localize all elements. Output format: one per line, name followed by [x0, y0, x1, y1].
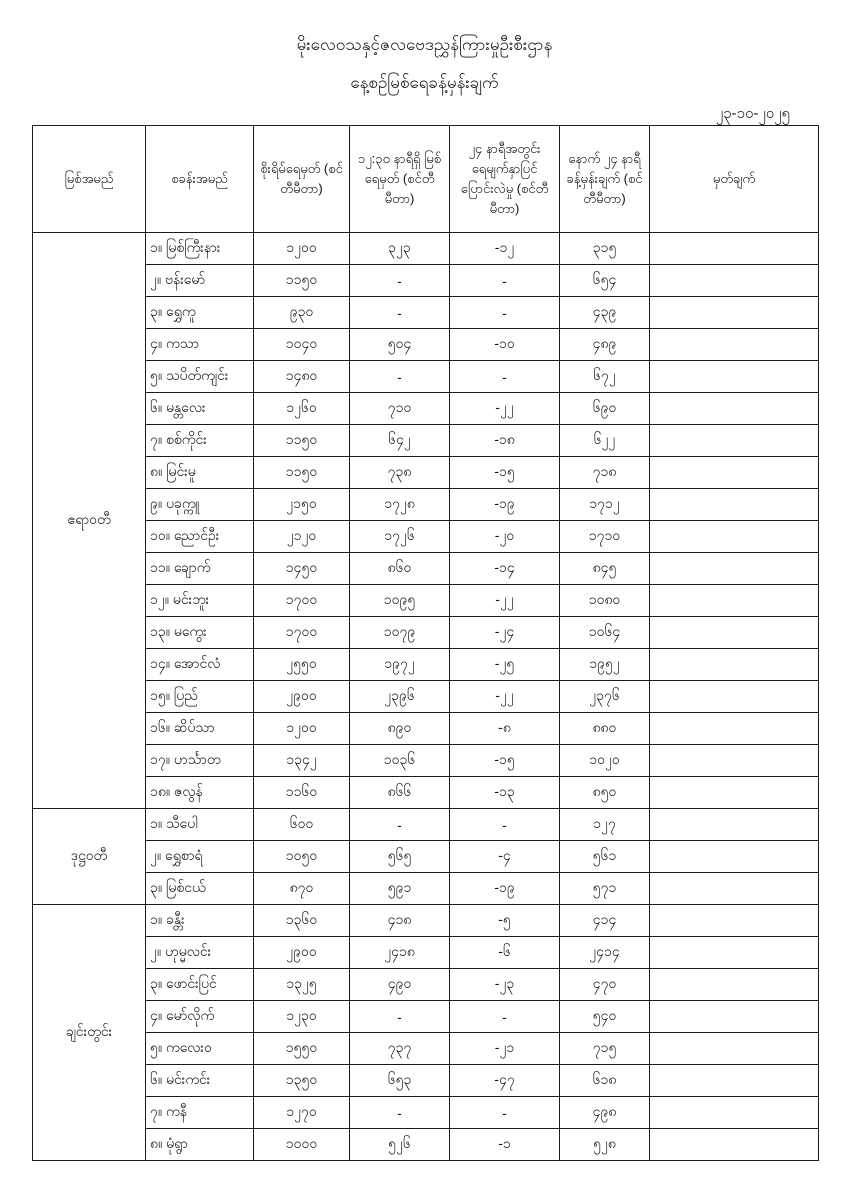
station-name-cell: ၇။ ကနီ — [146, 1097, 254, 1129]
forecast-24h-cell: ၄၉၈ — [560, 1097, 650, 1129]
remark-cell — [650, 969, 819, 1001]
table-row — [33, 937, 819, 969]
remark-cell — [650, 553, 819, 585]
table-row — [33, 521, 819, 553]
station-name-cell: ၁၃။ မကွေး — [146, 617, 254, 649]
forecast-24h-cell: ၁၀၈၀ — [560, 585, 650, 617]
current-level-cell: ၁၉၇၂ — [350, 649, 450, 681]
table-row — [33, 809, 819, 841]
remark-cell — [650, 649, 819, 681]
forecast-24h-cell: ၆၁၈ — [560, 1065, 650, 1097]
current-level-cell: ၅၂၆ — [350, 1129, 450, 1161]
station-name-cell: ၃။ ရွှေကူ — [146, 297, 254, 329]
remark-cell — [650, 681, 819, 713]
change-24h-cell: -၂၄ — [450, 617, 560, 649]
danger-level-cell: ၁၀၀၀ — [254, 1129, 350, 1161]
danger-level-cell: ၁၂၀၀ — [254, 233, 350, 265]
table-row — [33, 1033, 819, 1065]
header-24h-change: ၂၄ နာရီအတွင်း ရေမျက်နှာပြင် ပြောင်းလဲမှု (စင်တီမီတာ) — [450, 126, 560, 233]
danger-level-cell: ၂၉၀၀ — [254, 681, 350, 713]
change-24h-cell: -၁၅ — [450, 457, 560, 489]
current-level-cell: ၂၄၁၈ — [350, 937, 450, 969]
change-24h-cell: -၂၀ — [450, 521, 560, 553]
forecast-24h-cell: ၁၀၆၄ — [560, 617, 650, 649]
table-row — [33, 841, 819, 873]
change-24h-cell: -၂၃ — [450, 969, 560, 1001]
danger-level-cell: ၁၃၂၅ — [254, 969, 350, 1001]
change-24h-cell: -၄ — [450, 841, 560, 873]
danger-level-cell: ၁၃၅၀ — [254, 1065, 350, 1097]
danger-level-cell: ၁၅၅၀ — [254, 1033, 350, 1065]
forecast-24h-cell: ၈၄၅ — [560, 553, 650, 585]
change-24h-cell: -၁၀ — [450, 329, 560, 361]
station-name-cell: ၄။ ကသာ — [146, 329, 254, 361]
remark-cell — [650, 809, 819, 841]
station-name-cell: ၈။ မြင်းမူ — [146, 457, 254, 489]
current-level-cell: ၈၆၆ — [350, 777, 450, 809]
forecast-24h-cell: ၄၁၄ — [560, 905, 650, 937]
department-title: မိုးလေဝသနှင့်ဇလဗေဒညွှန်ကြားမှုဦးစီးဌာန — [296, 35, 553, 54]
forecast-24h-cell: ၈၈၀ — [560, 713, 650, 745]
report-date: ၂၃-၁၀-၂၀၂၅ — [715, 105, 790, 122]
table-row — [33, 1129, 819, 1161]
remark-cell — [650, 265, 819, 297]
forecast-24h-cell: ၅၂၈ — [560, 1129, 650, 1161]
table-row — [33, 777, 819, 809]
table-row — [33, 681, 819, 713]
change-24h-cell: -၂၅ — [450, 649, 560, 681]
forecast-24h-cell: ၁၉၅၂ — [560, 649, 650, 681]
danger-level-cell: ၂၁၂၀ — [254, 521, 350, 553]
station-name-cell: ၄။ မော်လိုက် — [146, 1001, 254, 1033]
header-river-name: မြစ်အမည် — [33, 126, 146, 233]
remark-cell — [650, 297, 819, 329]
table-row — [33, 233, 819, 265]
forecast-24h-cell: ၆၅၄ — [560, 265, 650, 297]
danger-level-cell: ၁၂၀၀ — [254, 713, 350, 745]
current-level-cell: ၁၇၂၆ — [350, 521, 450, 553]
danger-level-cell: ၉၃၀ — [254, 297, 350, 329]
forecast-24h-cell: ၈၅၀ — [560, 777, 650, 809]
current-level-cell: ၄၁၈ — [350, 905, 450, 937]
table-row — [33, 297, 819, 329]
change-24h-cell: -၁၄ — [450, 553, 560, 585]
change-24h-cell: - — [450, 1097, 560, 1129]
table-row — [33, 617, 819, 649]
table-row — [33, 265, 819, 297]
remark-cell — [650, 489, 819, 521]
forecast-24h-cell: ၅၄၀ — [560, 1001, 650, 1033]
current-level-cell: ၆၄၂ — [350, 425, 450, 457]
station-name-cell: ၂။ ဟုမ္မလင်း — [146, 937, 254, 969]
danger-level-cell: ၁၂၃၀ — [254, 1001, 350, 1033]
danger-level-cell: ၁၁၅၀ — [254, 425, 350, 457]
remark-cell — [650, 745, 819, 777]
remark-cell — [650, 1001, 819, 1033]
current-level-cell: ၄၉၀ — [350, 969, 450, 1001]
current-level-cell: - — [350, 265, 450, 297]
change-24h-cell: -၁ — [450, 1129, 560, 1161]
remark-cell — [650, 457, 819, 489]
change-24h-cell: -၁၉ — [450, 489, 560, 521]
change-24h-cell: -၁၅ — [450, 745, 560, 777]
forecast-24h-cell: ၆၇၂ — [560, 361, 650, 393]
table-row — [33, 553, 819, 585]
remark-cell — [650, 521, 819, 553]
change-24h-cell: -၁၉ — [450, 873, 560, 905]
header-current-level: ၁၂:၃၀ နာရီရှိ မြစ်ရေမှတ် (စင်တီမီတာ) — [350, 126, 450, 233]
forecast-24h-cell: ၂၃၇၆ — [560, 681, 650, 713]
remark-cell — [650, 1129, 819, 1161]
river-forecast-table — [32, 125, 819, 1161]
station-name-cell: ၇။ စစ်ကိုင်း — [146, 425, 254, 457]
table-row — [33, 649, 819, 681]
remark-cell — [650, 841, 819, 873]
remark-cell — [650, 425, 819, 457]
header-remarks: မှတ်ချက် — [650, 126, 819, 233]
table-row — [33, 393, 819, 425]
danger-level-cell: ၁၇၀၀ — [254, 617, 350, 649]
current-level-cell: ၃၂၃ — [350, 233, 450, 265]
forecast-24h-cell: ၆၂၂ — [560, 425, 650, 457]
remark-cell — [650, 361, 819, 393]
station-name-cell: ၃။ ဖောင်းပြင် — [146, 969, 254, 1001]
station-name-cell: ၁၂။ မင်းဘူး — [146, 585, 254, 617]
remark-cell — [650, 329, 819, 361]
table-row — [33, 969, 819, 1001]
current-level-cell: ၁၀၃၆ — [350, 745, 450, 777]
forecast-24h-cell: ၇၁၅ — [560, 1033, 650, 1065]
table-row — [33, 1097, 819, 1129]
danger-level-cell: ၁၂၇၀ — [254, 1097, 350, 1129]
river-name-cell: ဧရာဝတီ — [33, 233, 146, 809]
table-row — [33, 1001, 819, 1033]
forecast-24h-cell: ၄၇၀ — [560, 969, 650, 1001]
station-name-cell: ၁။ ခန္တီး — [146, 905, 254, 937]
forecast-24h-cell: ၁၀၂၀ — [560, 745, 650, 777]
station-name-cell: ၁၅။ ပြည် — [146, 681, 254, 713]
table-header-row — [33, 126, 819, 233]
forecast-24h-cell: ၄၈၉ — [560, 329, 650, 361]
current-level-cell: ၆၅၃ — [350, 1065, 450, 1097]
danger-level-cell: ၁၇၀၀ — [254, 585, 350, 617]
remark-cell — [650, 713, 819, 745]
current-level-cell: ၈၆၀ — [350, 553, 450, 585]
change-24h-cell: -၅ — [450, 905, 560, 937]
danger-level-cell: ၁၂၆၀ — [254, 393, 350, 425]
forecast-24h-cell: ၅၆၁ — [560, 841, 650, 873]
remark-cell — [650, 905, 819, 937]
change-24h-cell: - — [450, 1001, 560, 1033]
forecast-24h-cell: ၂၄၁၄ — [560, 937, 650, 969]
forecast-24h-cell: ၆၉၀ — [560, 393, 650, 425]
current-level-cell: ၁၀၇၉ — [350, 617, 450, 649]
table-row — [33, 489, 819, 521]
remark-cell — [650, 873, 819, 905]
remark-cell — [650, 393, 819, 425]
forecast-24h-cell: ၇၁၈ — [560, 457, 650, 489]
danger-level-cell: ၁၃၄၂ — [254, 745, 350, 777]
danger-level-cell: ၁၄၈၀ — [254, 361, 350, 393]
change-24h-cell: -၂၂ — [450, 681, 560, 713]
station-name-cell: ၁၀။ ညောင်ဦး — [146, 521, 254, 553]
table-row — [33, 745, 819, 777]
station-name-cell: ၃။ မြစ်ငယ် — [146, 873, 254, 905]
current-level-cell: ၇၁၀ — [350, 393, 450, 425]
change-24h-cell: -၈ — [450, 713, 560, 745]
current-level-cell: ၅၆၅ — [350, 841, 450, 873]
danger-level-cell: ၂၅၅၀ — [254, 649, 350, 681]
station-name-cell: ၂။ ရွှေစာရံ — [146, 841, 254, 873]
change-24h-cell: -၁၂ — [450, 233, 560, 265]
current-level-cell: ၂၃၉၆ — [350, 681, 450, 713]
forecast-24h-cell: ၃၁၅ — [560, 233, 650, 265]
table-row — [33, 457, 819, 489]
station-name-cell: ၁၄။ အောင်လံ — [146, 649, 254, 681]
change-24h-cell: - — [450, 809, 560, 841]
remark-cell — [650, 1033, 819, 1065]
table-row — [33, 1065, 819, 1097]
remark-cell — [650, 777, 819, 809]
change-24h-cell: -၂၂ — [450, 585, 560, 617]
change-24h-cell: - — [450, 297, 560, 329]
danger-level-cell: ၁၁၆၀ — [254, 777, 350, 809]
table-row — [33, 585, 819, 617]
current-level-cell: ၁၇၂၈ — [350, 489, 450, 521]
remark-cell — [650, 1097, 819, 1129]
change-24h-cell: -၁၈ — [450, 425, 560, 457]
current-level-cell: - — [350, 361, 450, 393]
change-24h-cell: -၆ — [450, 937, 560, 969]
danger-level-cell: ၈၇၀ — [254, 873, 350, 905]
station-name-cell: ၁၆။ ဆိပ်သာ — [146, 713, 254, 745]
forecast-24h-cell: ၁၇၁၂ — [560, 489, 650, 521]
header-24h-forecast: နောက် ၂၄ နာရီ ခန့်မှန်းချက် (စင်တီမီတာ) — [560, 126, 650, 233]
current-level-cell: ၈၉၀ — [350, 713, 450, 745]
change-24h-cell: - — [450, 361, 560, 393]
current-level-cell: ၁၀၉၅ — [350, 585, 450, 617]
change-24h-cell: -၂၁ — [450, 1033, 560, 1065]
remark-cell — [650, 1065, 819, 1097]
remark-cell — [650, 585, 819, 617]
forecast-24h-cell: ၄၃၉ — [560, 297, 650, 329]
station-name-cell: ၆။ မင်းကင်း — [146, 1065, 254, 1097]
danger-level-cell: ၁၄၅၀ — [254, 553, 350, 585]
station-name-cell: ၉။ ပခုက္ကူ — [146, 489, 254, 521]
remark-cell — [650, 233, 819, 265]
station-name-cell: ၆။ မန္တလေး — [146, 393, 254, 425]
danger-level-cell: ၁၁၅၀ — [254, 265, 350, 297]
header-danger-level: စိုးရိမ်ရေမှတ် (စင်တီမီတာ) — [254, 126, 350, 233]
table-row — [33, 905, 819, 937]
report-title: နေ့စဉ်မြစ်ရေခန့်မှန်းချက် — [350, 73, 499, 92]
danger-level-cell: ၂၁၅၀ — [254, 489, 350, 521]
station-name-cell: ၁၈။ ဇလွန် — [146, 777, 254, 809]
danger-level-cell: ၁၁၅၀ — [254, 457, 350, 489]
table-row — [33, 873, 819, 905]
station-name-cell: ၂။ ဗန်းမော် — [146, 265, 254, 297]
station-name-cell: ၁။ မြစ်ကြီးနား — [146, 233, 254, 265]
danger-level-cell: ၆၀၀ — [254, 809, 350, 841]
table-row — [33, 329, 819, 361]
table-row — [33, 713, 819, 745]
station-name-cell: ၅။ သပိတ်ကျင်း — [146, 361, 254, 393]
title-block — [0, 0, 849, 102]
current-level-cell: - — [350, 1001, 450, 1033]
station-name-cell: ၅။ ကလေးဝ — [146, 1033, 254, 1065]
danger-level-cell: ၁၃၆၀ — [254, 905, 350, 937]
station-name-cell: ၁၇။ ဟင်္သာတ — [146, 745, 254, 777]
table-body — [33, 233, 819, 1161]
remark-cell — [650, 617, 819, 649]
forecast-24h-cell: ၁၂၇ — [560, 809, 650, 841]
river-name-cell: ချင်းတွင်း — [33, 905, 146, 1161]
change-24h-cell: - — [450, 265, 560, 297]
current-level-cell: ၅၀၄ — [350, 329, 450, 361]
change-24h-cell: -၂၂ — [450, 393, 560, 425]
danger-level-cell: ၁၀၄၀ — [254, 329, 350, 361]
current-level-cell: ၇၃၇ — [350, 1033, 450, 1065]
table-row — [33, 361, 819, 393]
forecast-24h-cell: ၁၇၁၀ — [560, 521, 650, 553]
table-row — [33, 425, 819, 457]
change-24h-cell: -၁၃ — [450, 777, 560, 809]
station-name-cell: ၁၁။ ချောက် — [146, 553, 254, 585]
river-name-cell: ဒုဋ္ဌဝတီ — [33, 809, 146, 905]
remark-cell — [650, 937, 819, 969]
change-24h-cell: -၄၇ — [450, 1065, 560, 1097]
current-level-cell: - — [350, 1097, 450, 1129]
current-level-cell: ၅၉၁ — [350, 873, 450, 905]
station-name-cell: ၁။ သီပေါ — [146, 809, 254, 841]
current-level-cell: - — [350, 809, 450, 841]
header-station-name: စခန်းအမည် — [146, 126, 254, 233]
danger-level-cell: ၁၀၅၀ — [254, 841, 350, 873]
danger-level-cell: ၂၉၀၀ — [254, 937, 350, 969]
current-level-cell: - — [350, 297, 450, 329]
forecast-24h-cell: ၅၇၁ — [560, 873, 650, 905]
current-level-cell: ၇၃၈ — [350, 457, 450, 489]
station-name-cell: ၈။ မုံရွာ — [146, 1129, 254, 1161]
